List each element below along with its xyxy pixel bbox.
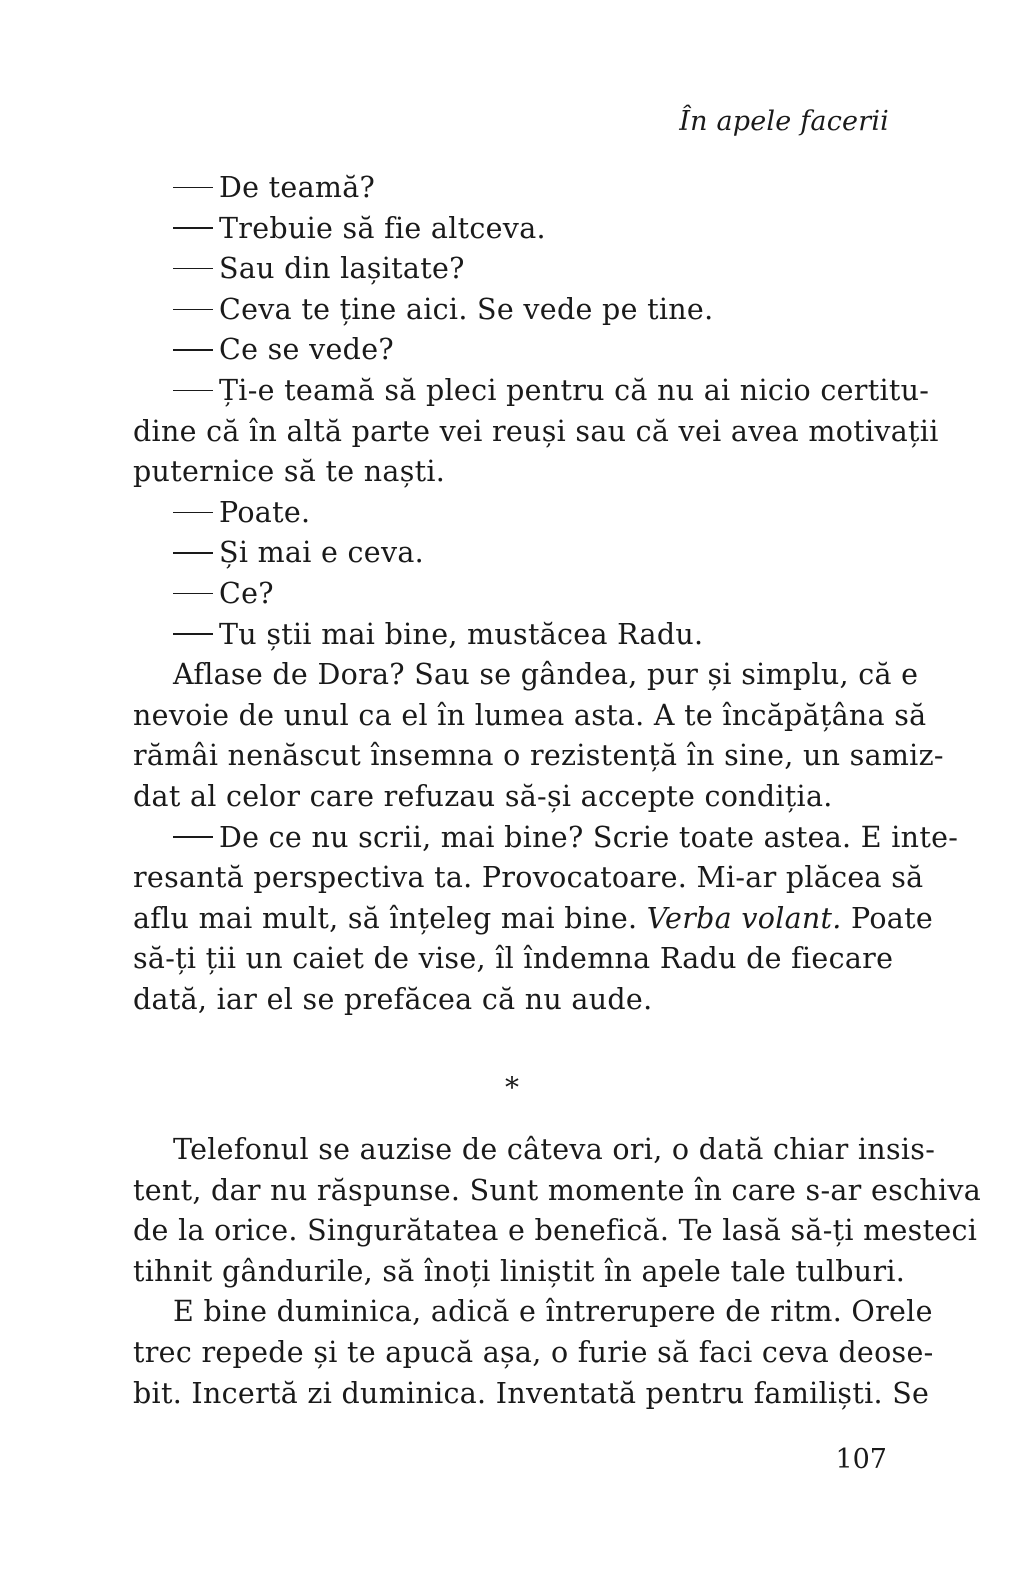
text-line: Trebuie să fie altceva.	[133, 209, 886, 250]
em-dash	[173, 574, 213, 615]
narrative-section	[133, 1130, 982, 1414]
text-line: tent, dar nu răspunse. Sunt momente în care s-ar eschiva	[133, 1173, 982, 1207]
text-line: puternice să te naști.	[133, 455, 446, 489]
text-line: dată, iar el se prefăcea că nu aude.	[133, 982, 653, 1016]
running-header: În apele facerii	[679, 106, 889, 137]
em-dash	[173, 493, 213, 534]
text-line: de la orice. Singurătatea e benefică. Te lasă să-ți mesteci	[133, 1214, 978, 1248]
em-dash	[173, 249, 213, 290]
text-line: Aflase de Dora? Sau se gândea, pur și simplu, că e	[173, 658, 919, 692]
text-line: Tu știi mai bine, mustăcea Radu.	[133, 615, 886, 656]
text-line: rămâi nenăscut însemna o rezistență în sine, un samiz-	[133, 739, 944, 773]
page-number: 107	[835, 1444, 887, 1475]
text-line: De teamă?	[133, 168, 886, 209]
text-line: nevoie de unul ca el în lumea asta. A te încăpățâna să	[133, 698, 927, 732]
text-line: Ce se vede?	[133, 330, 886, 371]
dialogue-section	[133, 168, 959, 1020]
em-dash	[173, 330, 213, 371]
text-line: dine că în altă parte vei reuși sau că vei avea motivații	[133, 414, 939, 448]
text-line: Ceva te ține aici. Se vede pe tine.	[133, 290, 886, 331]
em-dash	[173, 168, 213, 209]
text-line: Poate.	[133, 493, 886, 534]
em-dash	[173, 533, 213, 574]
text-line: dat al celor care refuzau să-și accepte condiția.	[133, 779, 833, 813]
text-line: Și mai e ceva.	[133, 533, 886, 574]
em-dash	[173, 615, 213, 656]
text-line: Ce?	[133, 574, 886, 615]
em-dash	[173, 818, 213, 859]
text-line: E bine duminica, adică e întrerupere de ritm. Orele	[173, 1295, 933, 1329]
text-line: trec repede și te apucă așa, o furie să faci ceva deose-	[133, 1335, 934, 1369]
text-line: De ce nu scrii, mai bine? Scrie toate astea. E inte-	[133, 818, 886, 859]
text-line: bit. Incertă zi duminica. Inventată pentru familiști. Se	[133, 1376, 930, 1410]
text-line: Ți-e teamă să pleci pentru că nu ai nicio certitu-	[133, 371, 886, 412]
text-line: aflu mai mult, să înțeleg mai bine. Verba volant. Poate	[133, 901, 934, 935]
em-dash	[173, 290, 213, 331]
em-dash	[173, 209, 213, 250]
text-line: Sau din lașitate?	[133, 249, 886, 290]
section-separator: *	[505, 1071, 519, 1104]
text-line: resantă perspectiva ta. Provocatoare. Mi-ar plăcea să	[133, 861, 924, 895]
text-line: Telefonul se auzise de câteva ori, o dată chiar insis-	[173, 1133, 936, 1166]
text-line: tihnit gândurile, să înoți liniștit în apele tale tulburi.	[133, 1254, 906, 1288]
text-line: să-ți ții un caiet de vise, îl îndemna Radu de fiecare	[133, 942, 894, 976]
latin-phrase: Verba volant.	[646, 901, 842, 935]
em-dash	[173, 371, 213, 412]
